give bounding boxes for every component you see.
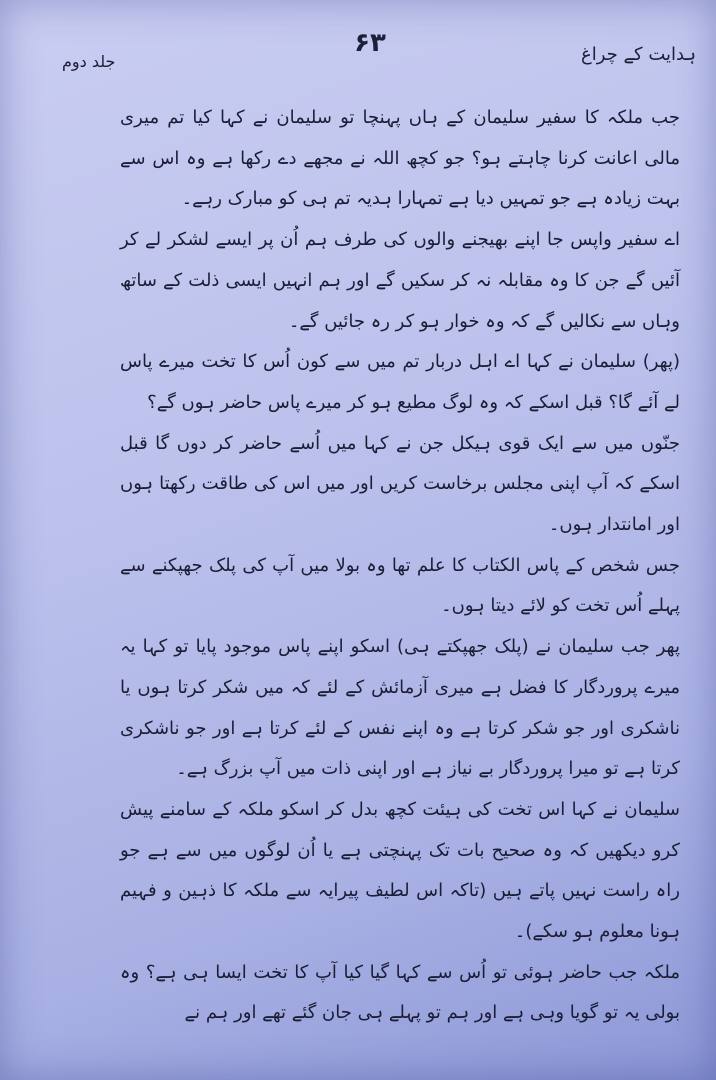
book-title: ہدایت کے چراغ bbox=[580, 44, 696, 65]
paragraph: سلیمان نے کہا اس تخت کی ہیئت کچھ بدل کر اسکو ملکہ کے سامنے پیش کرو دیکھیں کہ وہ صحیح بات تک پہنچتی ہے یا اُن لوگوں میں سے ہے جو راہ راست نہیں پاتے ہیں (تاکہ اس لطیف پیرایہ سے ملکہ کا ذہین و فہیم ہونا معلوم ہو سکے)۔ bbox=[120, 798, 680, 943]
paragraph: جب ملکہ کا سفیر سلیمان کے ہاں پہنچا تو سلیمان نے کہا کیا تم میری مالی اعانت کرنا چاہتے ہو؟ جو کچھ اللہ نے مجھے دے رکھا ہے وہ اس سے بہت زیادہ ہے جو تمہیں دیا ہے تمہارا ہدیہ تم ہی کو مبارک رہے۔ bbox=[120, 107, 680, 210]
paragraph: ملکہ جب حاضر ہوئی تو اُس سے کہا گیا کیا آپ کا تخت ایسا ہی ہے؟ وہ بولی یہ تو گویا وہی ہے اور ہم تو پہلے ہی جان گئے تھے اور ہم نے bbox=[120, 961, 680, 1024]
volume-label: جلد دوم bbox=[62, 52, 116, 71]
paragraph: پھر جب سلیمان نے (پلک جھپکتے ہی) اسکو اپنے پاس موجود پایا تو کہا یہ میرے پروردگار کا فضل ہے میری آزمائش کے لئے کہ میں شکر کرتا ہوں یا ناشکری اور جو شکر کرتا ہے وہ اپنے نفس کے لئے کرتا ہے اور جو ناشکری کرتا ہے تو میرا پروردگار بے نیاز ہے اور اپنی ذات میں آپ بزرگ ہے۔ bbox=[120, 636, 680, 780]
page-number: ۶۳ bbox=[354, 28, 386, 58]
page-body bbox=[120, 98, 680, 1034]
paragraph: اے سفیر واپس جا اپنے بھیجنے والوں کی طرف ہم اُن پر ایسے لشکر لے کر آئیں گے جن کا وہ مقابلہ نہ کر سکیں گے اور ہم انہیں ایسی ذلت کے ساتھ وہاں سے نکالیں گے کہ وہ خوار ہو کر رہ جائیں گے۔ bbox=[120, 229, 680, 332]
paragraph: جنّوں میں سے ایک قوی ہیکل جن نے کہا میں اُسے حاضر کر دوں گا قبل اسکے کہ آپ اپنی مجلس برخاست کریں اور میں اس کی طاقت رکھتا ہوں اور امانتدار ہوں۔ bbox=[120, 432, 680, 536]
page-header bbox=[0, 0, 716, 90]
paragraph: (پھر) سلیمان نے کہا اے اہل دربار تم میں سے کون اُس کا تخت میرے پاس لے آئے گا؟ قبل اسکے کہ وہ لوگ مطیع ہو کر میرے پاس حاضر ہوں گے؟ bbox=[120, 351, 680, 413]
paragraph: جس شخص کے پاس الکتاب کا علم تھا وہ بولا میں آپ کی پلک جھپکنے سے پہلے اُس تخت کو لائے دیتا ہوں۔ bbox=[120, 554, 680, 617]
